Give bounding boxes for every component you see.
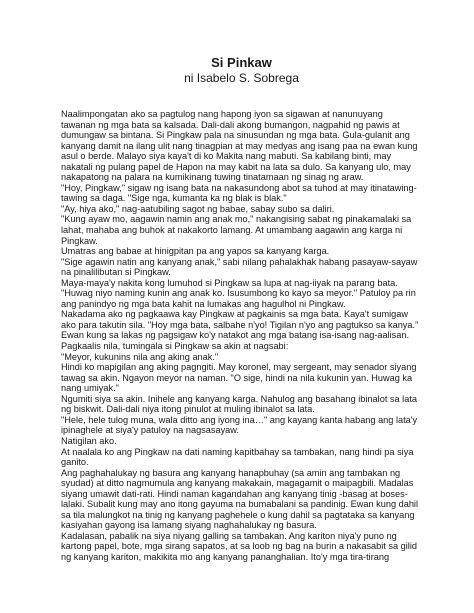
paragraph: Umatras ang babae at hinigpitan pa ang yapos sa kanyang karga. bbox=[61, 246, 330, 257]
paragraph: Naalimpongatan ako sa pagtulog nang hapong iyon sa sigawan at nanunuyang tawanan ng mga bata sa kalsada. Dali-dali akong bumangon, nagpahid ng pawis at dumungaw sa bintana. Si Pingkaw pala na sinusundan ng mga bata. Gula-gulanit ang kanyang damit na ilang ulit nang tinagpian at may medyas ang isang paa na ewan kung asul o berde. Malayo siya kaya't di ko Makita nang mabuti. Sa kabilang binti, may nakatali ng pulang papel de Hapon na may kabit na lata sa dulo. Sa kanyang ulo, may nakapatong na palara na kumikinang tuwing tinatamaan ng sinag ng araw. bbox=[61, 109, 418, 183]
paragraph: Maya-maya'y nakita kong lumuhod si Pingkaw sa lupa at nag-iiyak na parang bata. bbox=[61, 277, 398, 288]
paragraph: Ngumiti siya sa akin. Inihele ang kanyang karga. Nahulog ang basahang ibinalot sa lata ng biskwit. Dali-dali niya itong pinulot at muling ibinalot sa lata. bbox=[61, 393, 417, 415]
paragraph: "Sige agawin natin ang kanyang anak," sabi nilang pahalakhak habang pasayaw-sayaw na pinalilibutan si Pingkaw. bbox=[61, 256, 418, 278]
paragraph: Nakadama ako ng pagkaawa kay Pingkaw at pagkainis sa mga bata. Kaya't sumigaw ako para takutin sila. "Hoy mga bata, salbahe n'yo! Tigilan n'yo ang pagtukso sa kanya." Ewan kung sa lakas ng pagsigaw ko'y natakot ang mga batang isa-isang nag-aalisan. Pagkaalis nila, tumingala si Pingkaw sa akin at nagsabi: bbox=[61, 309, 419, 352]
paragraph: "Meyor, kukunins nila ang aking anak." bbox=[61, 351, 219, 362]
paragraph: At naalala ko ang Pingkaw na dati naming kapitbahay sa tambakan, nang hindi pa siya ganito. bbox=[61, 446, 414, 468]
document-author: ni Isabelo S. Sobrega bbox=[184, 71, 299, 85]
paragraph: "Hoy, Pingkaw," sigaw ng isang bata na nakasundong abot sa tuhod at may itinatawing- tawing sa daga. "Sige nga, kumanta ka ng blak is blak." bbox=[61, 182, 417, 204]
paragraph: Natigilan ako. bbox=[61, 435, 117, 446]
document-body bbox=[61, 109, 422, 563]
paragraph: Hindi ko mapigilan ang aking pagngiti. May koronel, may sergeant, may senador siyang tawag sa akin. Ngayon meyor na naman. "O sige, hindi na nila kukunin yan. Huwag ka nang umiyak." bbox=[61, 362, 417, 394]
paragraph: "Ay, hiya ako," nag-aatubiling sagot ng babae, sabay subo sa daliri. bbox=[61, 203, 335, 214]
paragraph: "Hele, hele tulog muna, wala ditto ang iyong ina…" ang kayang kanta habang ang lata'y ipinaghele at siya'y patuloy na nagsasayaw. bbox=[61, 414, 418, 436]
paragraph: Kadalasan, pabalik na siya niyang galling sa tambakan. Ang kariton niya'y puno ng kartong papel, bote, mga sirang sapatos, at sa loob ng bag na burin a nakasabit sa gilid ng kanyang kariton, makikita mo ang kanyang pananghalian. Ito'y mga tira-tirang bbox=[61, 530, 417, 562]
paragraph: "Huwag niyo naming kunin ang anak ko. Isusumbong ko kayo sa meyor." Patuloy pa rin ang panindyo ng mga bata kahit na lumakas ang hagulhol ni Pingkaw. bbox=[61, 288, 416, 309]
paragraph: Ang paghahalukay ng basura ang kanyang hanapbuhay (sa amin ang tambakan ng syudad) at ditto nagmumula ang kanyang makakain, magagamit o maipagbili. Madalas siyang umawit dati-rati. Hindi naman kagandahan ang kanyang tinig -basag at boses- lalaki. Subalit kung may ano itong gayuma na bumabalani sa pandinig. Ewan kung dahil sa tila malungkot na tinig ng kanyang paghehele o kung dahil sa pagtataka sa kanyang kasiyahan gayong isa lamang siyang naghahalukay ng basura. bbox=[61, 467, 419, 531]
document-title: Si Pinkaw bbox=[211, 55, 272, 70]
paragraph: "Kung ayaw mo, aagawin namin ang anak mo," nakangising sabat ng pinakamalaki sa lahat, mahaba ang buhok at nakakorto lamang. At umambang aagawin ang karga ni Pingkaw. bbox=[61, 214, 412, 246]
